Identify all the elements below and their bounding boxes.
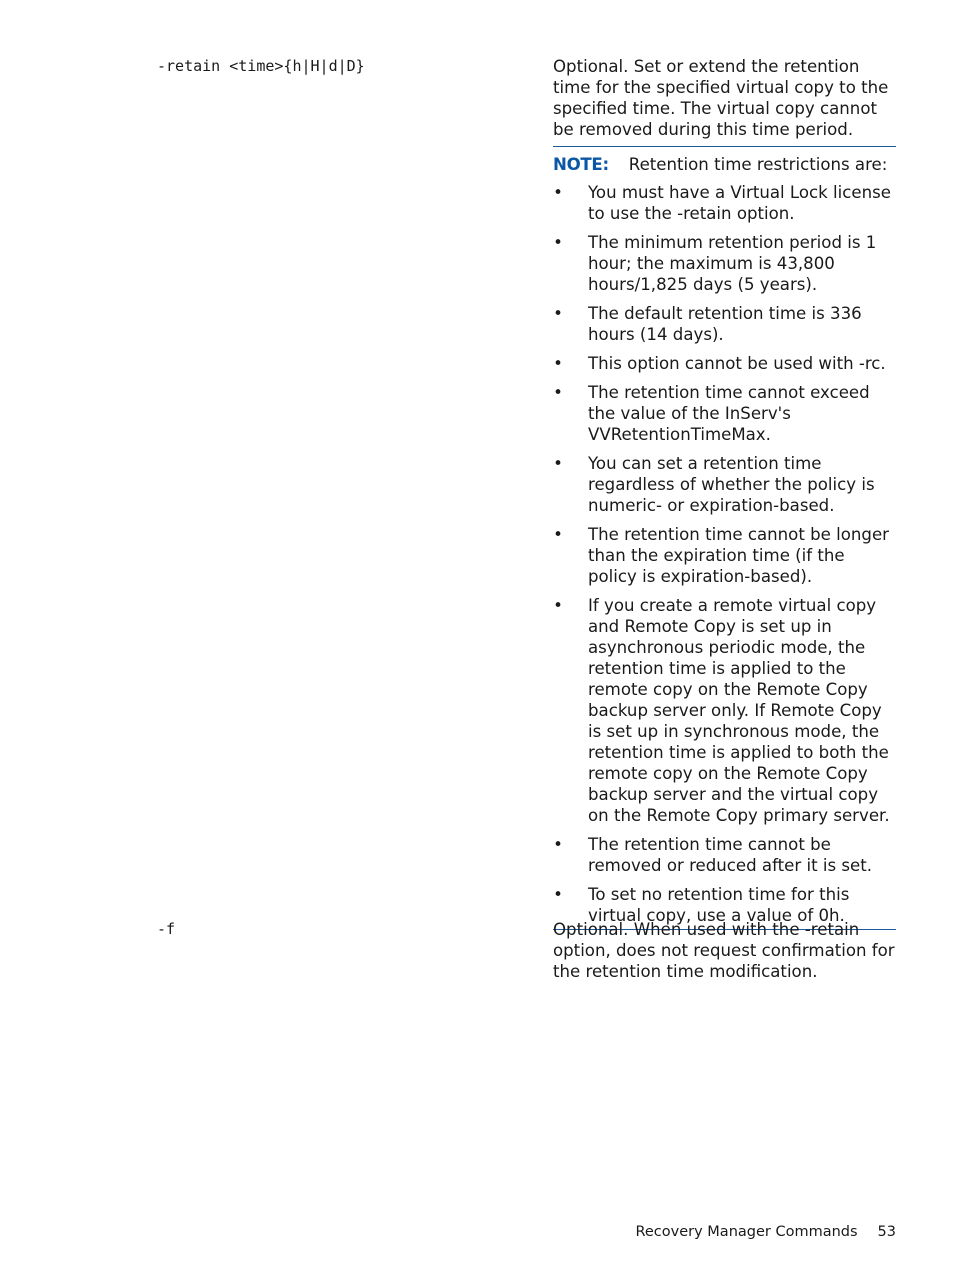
note-header — [553, 147, 896, 175]
bullet-icon: • — [553, 354, 563, 373]
note-box — [553, 146, 896, 930]
footer-section-title: Recovery Manager Commands — [635, 1224, 858, 1240]
list-item — [553, 232, 896, 295]
page-footer — [635, 1222, 896, 1242]
bullet-icon: • — [553, 383, 563, 402]
list-item-text: If you create a remote virtual copy and Remote Copy is set up in asynchronous periodic mode, the retention time is applied to the remote copy on the Remote Copy backup server only. If Remote Copy is set up in synchronous mode, the retention time is applied to both the remote copy on the Remote Copy backup server and the virtual copy on the Remote Copy primary server. — [588, 596, 890, 825]
bullet-icon: • — [553, 885, 563, 904]
list-item — [553, 453, 896, 516]
list-item — [553, 382, 896, 445]
list-item-text: This option cannot be used with -rc. — [588, 354, 886, 373]
page-number: 53 — [877, 1224, 896, 1240]
bullet-icon: • — [553, 454, 563, 473]
bullet-icon: • — [553, 233, 563, 252]
list-item — [553, 595, 896, 826]
list-item-text: You must have a Virtual Lock license to use the -retain option. — [588, 183, 891, 223]
list-item-text: The minimum retention period is 1 hour; the maximum is 43,800 hours/1,825 days (5 years). — [588, 233, 877, 294]
option-retain: -retain <time>{h|H|d|D} — [157, 57, 365, 75]
bullet-icon: • — [553, 596, 563, 615]
list-item-text: The retention time cannot exceed the value of the InServ's VVRetentionTimeMax. — [588, 383, 870, 444]
list-item-text: The retention time cannot be longer than the expiration time (if the policy is expiration-based). — [588, 525, 889, 586]
list-item — [553, 524, 896, 587]
bullet-icon: • — [553, 525, 563, 544]
bullet-icon: • — [553, 183, 563, 202]
note-label: NOTE: — [553, 155, 609, 174]
list-item-text: The retention time cannot be removed or reduced after it is set. — [588, 835, 873, 875]
list-item-text: To set no retention time for this virtual copy, use a value of 0h. — [588, 885, 850, 925]
list-item — [553, 182, 896, 224]
option-f: -f — [157, 920, 176, 938]
list-item-text: You can set a retention time regardless of whether the policy is numeric- or expiration-based. — [588, 454, 875, 515]
list-item-text: The default retention time is 336 hours (14 days). — [588, 304, 862, 344]
option-retain-description — [553, 56, 899, 140]
option-f-description — [553, 919, 899, 982]
option-f-description-text: Optional. When used with the -retain option, does not request confirmation for the retention time modification. — [553, 920, 895, 981]
option-retain-description-text: Optional. Set or extend the retention time for the specified virtual copy to the specified time. The virtual copy cannot be removed during this time period. — [553, 57, 889, 139]
note-intro: Retention time restrictions are: — [628, 155, 888, 174]
list-item — [553, 834, 896, 876]
list-item — [553, 353, 896, 374]
note-bullet-list — [553, 182, 896, 929]
bullet-icon: • — [553, 835, 563, 854]
list-item — [553, 303, 896, 345]
bullet-icon: • — [553, 304, 563, 323]
